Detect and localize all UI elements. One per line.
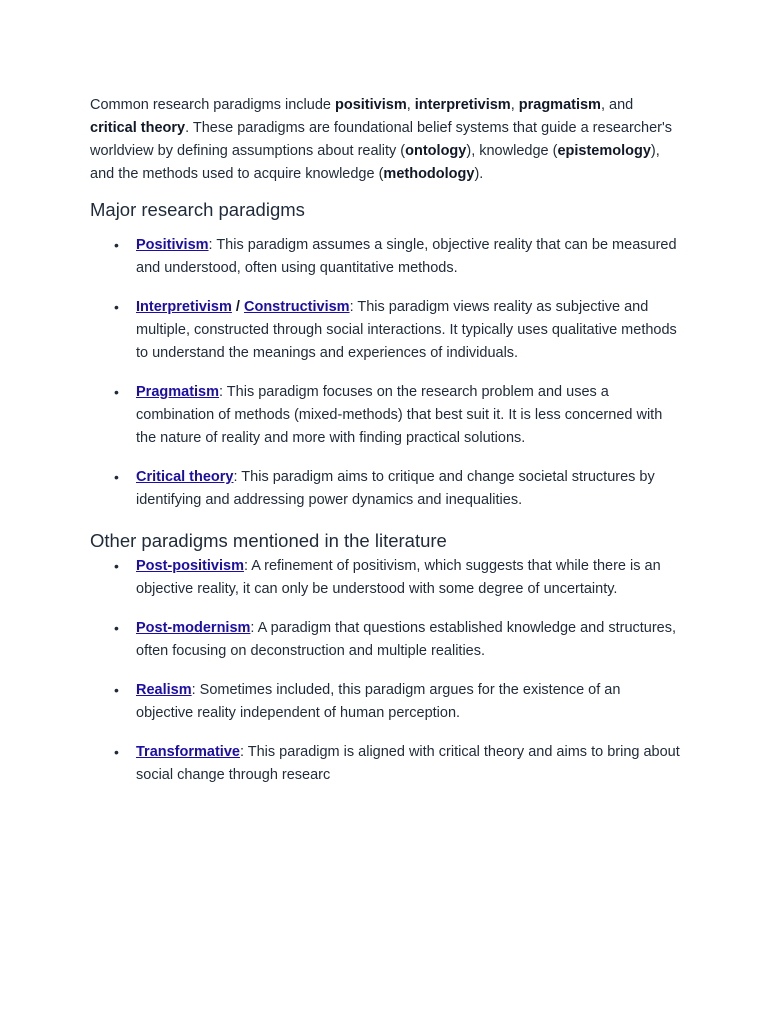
list-item-post-positivism [90, 555, 680, 601]
intro-text: , and [600, 97, 634, 113]
bullet: • [114, 744, 119, 760]
intro-text: ). [474, 166, 484, 182]
item-description: : A refinement of positivism, which suggests that while there is an objective reality, it can only be understood with some degree of uncertainty. [136, 558, 661, 597]
intro-text: ), and the methods used to acquire knowledge ( [90, 143, 660, 182]
bullet: • [114, 299, 119, 315]
item-description: : This paradigm assumes a single, objective reality that can be measured and understood, often using quantitative methods. [136, 237, 677, 276]
bullet: • [114, 558, 119, 574]
item-description: : Sometimes included, this paradigm argues for the existence of an objective reality independent of human perception. [136, 682, 621, 721]
bullet: • [114, 384, 119, 400]
intro-text: , [510, 97, 519, 113]
bullet: • [114, 620, 119, 636]
list-item-critical-theory [90, 466, 680, 512]
link-separator: / [231, 299, 244, 315]
list-item-pragmatism [90, 381, 680, 450]
link-interpretivism[interactable]: Interpretivism [136, 299, 232, 315]
item-description: : This paradigm focuses on the research problem and uses a combination of methods (mixed-methods) that best suit it. It is less concerned with the nature of reality and more with finding practical solutions. [136, 384, 663, 446]
intro-bold-positivism: positivism [335, 97, 407, 113]
link-constructivism[interactable]: Constructivism [244, 299, 350, 315]
link-transformative[interactable]: Transformative [136, 744, 240, 760]
intro-bold-ontology: ontology [405, 143, 467, 159]
link-post-modernism[interactable]: Post-modernism [136, 620, 251, 636]
list-item-transformative [90, 741, 680, 787]
intro-text: . These paradigms are foundational belief systems that guide a researcher's worldview by defining assumptions about reality ( [90, 120, 673, 159]
list-item-positivism [90, 234, 680, 280]
item-description: : This paradigm aims to critique and change societal structures by identifying and addressing power dynamics and inequalities. [136, 469, 655, 508]
item-description: : A paradigm that questions established knowledge and structures, often focusing on deconstruction and multiple realities. [136, 620, 677, 659]
section-heading-major: Major research paradigms [90, 199, 305, 220]
intro-text: Common research paradigms include [90, 97, 335, 113]
list-item-interpretivism [90, 296, 680, 365]
intro-bold-epistemology: epistemology [557, 143, 651, 159]
item-description: : This paradigm views reality as subjective and multiple, constructed through social interactions. It typically uses qualitative methods to understand the meanings and experiences of individuals. [136, 299, 677, 361]
list-item-post-modernism [90, 617, 680, 663]
other-paradigms-list [90, 555, 680, 787]
link-pragmatism[interactable]: Pragmatism [136, 384, 220, 400]
intro-bold-methodology: methodology [383, 166, 475, 182]
bullet: • [114, 237, 119, 253]
intro-bold-pragmatism: pragmatism [518, 97, 601, 113]
major-paradigms-list [90, 234, 680, 512]
intro-text: , [406, 97, 415, 113]
link-critical-theory[interactable]: Critical theory [136, 469, 234, 485]
section-heading-other: Other paradigms mentioned in the literature [90, 530, 447, 551]
list-item-realism [90, 679, 680, 725]
link-realism[interactable]: Realism [136, 682, 192, 698]
item-description: : This paradigm is aligned with critical theory and aims to bring about social change through researc [136, 744, 680, 783]
link-positivism[interactable]: Positivism [136, 237, 209, 253]
intro-text: ), knowledge ( [466, 143, 558, 159]
intro-bold-critical-theory: critical theory [90, 120, 186, 136]
bullet: • [114, 469, 119, 485]
intro-paragraph [90, 94, 680, 186]
bullet: • [114, 682, 119, 698]
link-post-positivism[interactable]: Post-positivism [136, 558, 244, 574]
intro-bold-interpretivism: interpretivism [414, 97, 511, 113]
document-body [90, 94, 680, 803]
